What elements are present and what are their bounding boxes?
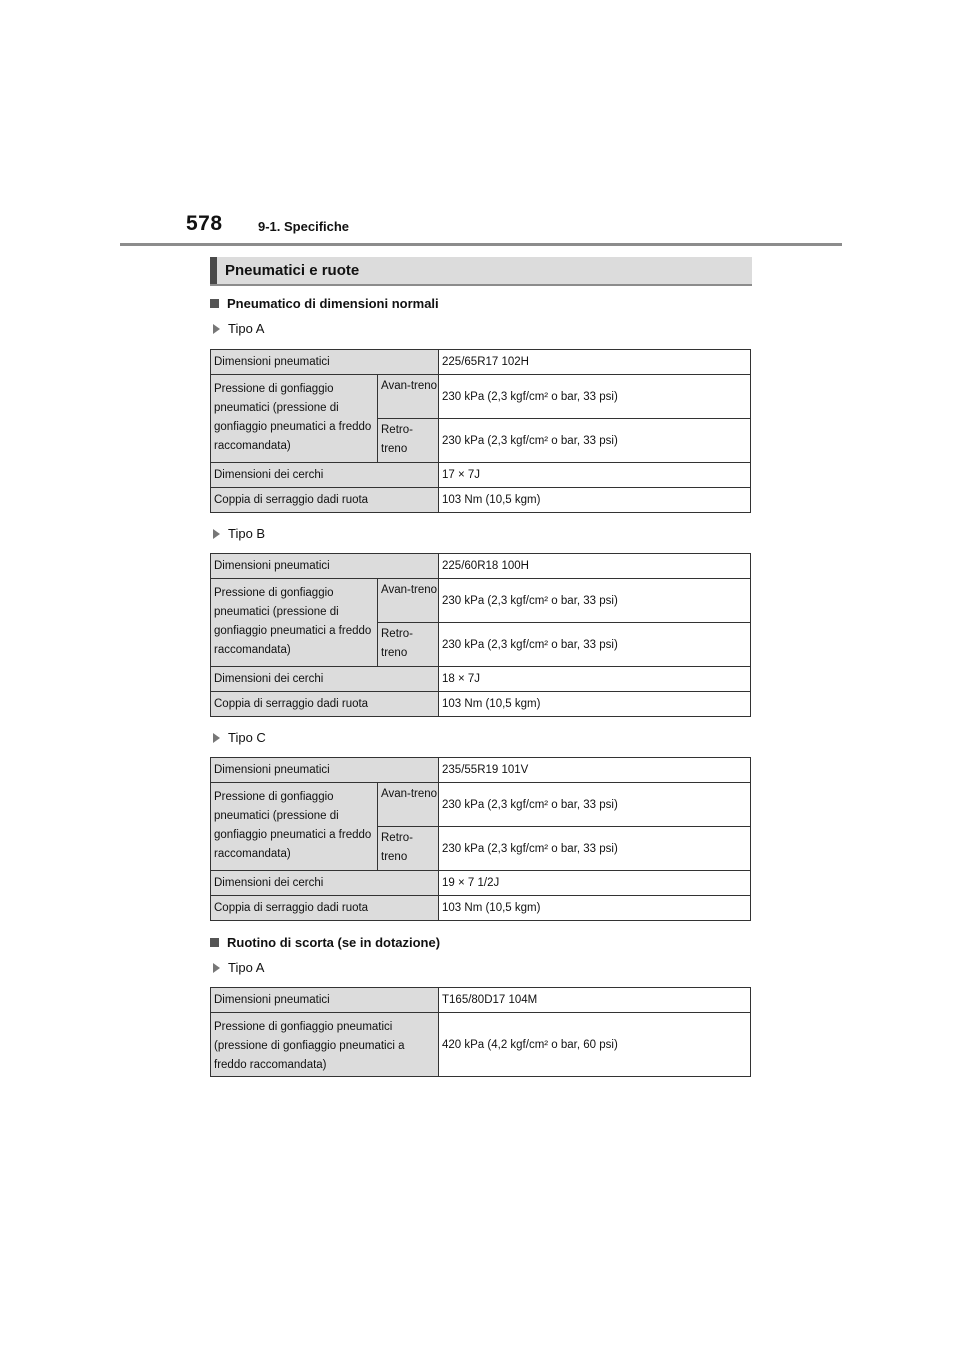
page-number: 578: [186, 212, 223, 235]
table-row: [211, 350, 751, 375]
wheel-size-label: Dimensioni dei cerchi: [211, 667, 439, 692]
pressure-label: Pressione di gonfiaggio pneumatici (pressione di gonfiaggio pneumatici a freddo raccomandata): [211, 579, 378, 667]
table-row: [211, 692, 751, 717]
front-label: Avan-treno: [378, 375, 439, 419]
table-row: [211, 758, 751, 783]
wheel-size-value: 17 × 7J: [439, 463, 751, 488]
square-bullet-icon: [210, 299, 219, 308]
wheel-size-value: 19 × 7 1/2J: [439, 871, 751, 896]
spec-table-type-a: [210, 349, 751, 513]
pressure-value: 420 kPa (4,2 kgf/cm² o bar, 60 psi): [439, 1013, 751, 1077]
triangle-bullet-icon: [213, 529, 220, 539]
front-label: Avan-treno: [378, 783, 439, 827]
torque-value: 103 Nm (10,5 kgm): [439, 896, 751, 921]
banner-accent-bar: [210, 257, 217, 284]
type-heading: [213, 526, 265, 541]
torque-value: 103 Nm (10,5 kgm): [439, 488, 751, 513]
table-row: [211, 554, 751, 579]
triangle-bullet-icon: [213, 733, 220, 743]
wheel-size-value: 18 × 7J: [439, 667, 751, 692]
triangle-bullet-icon: [213, 324, 220, 334]
rear-label: Retro-treno: [378, 623, 439, 667]
front-pressure-value: 230 kPa (2,3 kgf/cm² o bar, 33 psi): [439, 579, 751, 623]
pressure-label: Pressione di gonfiaggio pneumatici (pressione di gonfiaggio pneumatici a freddo raccomandata): [211, 375, 378, 463]
front-pressure-value: 230 kPa (2,3 kgf/cm² o bar, 33 psi): [439, 783, 751, 827]
subsection-heading-spare: [210, 935, 440, 950]
table-row: [211, 667, 751, 692]
rear-pressure-value: 230 kPa (2,3 kgf/cm² o bar, 33 psi): [439, 827, 751, 871]
type-label: Tipo C: [228, 730, 266, 745]
table-row: [211, 783, 751, 827]
tire-size-label: Dimensioni pneumatici: [211, 350, 439, 375]
rear-label: Retro-treno: [378, 827, 439, 871]
rear-pressure-value: 230 kPa (2,3 kgf/cm² o bar, 33 psi): [439, 419, 751, 463]
torque-value: 103 Nm (10,5 kgm): [439, 692, 751, 717]
wheel-size-label: Dimensioni dei cerchi: [211, 463, 439, 488]
table-row: [211, 463, 751, 488]
section-title: Pneumatici e ruote: [225, 262, 360, 279]
tire-size-value: 235/55R19 101V: [439, 758, 751, 783]
type-label: Tipo A: [228, 321, 265, 336]
type-label: Tipo B: [228, 526, 266, 541]
table-row: [211, 896, 751, 921]
header-rule: [120, 243, 842, 246]
type-heading: [213, 730, 266, 745]
tire-size-value: 225/60R18 100H: [439, 554, 751, 579]
pressure-label: Pressione di gonfiaggio pneumatici (pressione di gonfiaggio pneumatici a freddo raccomandata): [211, 1013, 439, 1077]
type-label: Tipo A: [228, 960, 265, 975]
table-row: [211, 988, 751, 1013]
spec-table-type-b: [210, 553, 751, 717]
spec-table-type-c: [210, 757, 751, 921]
type-heading: [213, 321, 264, 336]
chapter-title: 9-1. Specifiche: [258, 219, 350, 234]
table-row: [211, 1013, 751, 1077]
table-row: [211, 375, 751, 419]
torque-label: Coppia di serraggio dadi ruota: [211, 896, 439, 921]
section-banner: [210, 257, 752, 286]
triangle-bullet-icon: [213, 963, 220, 973]
square-bullet-icon: [210, 938, 219, 947]
subsection-heading-text: Ruotino di scorta (se in dotazione): [227, 935, 441, 950]
spec-table-spare-type-a: [210, 987, 751, 1077]
table-row: [211, 579, 751, 623]
table-row: [211, 871, 751, 896]
tire-size-value: T165/80D17 104M: [439, 988, 751, 1013]
tire-size-label: Dimensioni pneumatici: [211, 988, 439, 1013]
torque-label: Coppia di serraggio dadi ruota: [211, 488, 439, 513]
tire-size-label: Dimensioni pneumatici: [211, 554, 439, 579]
tire-size-label: Dimensioni pneumatici: [211, 758, 439, 783]
rear-label: Retro-treno: [378, 419, 439, 463]
subsection-heading-normal: [210, 296, 439, 311]
wheel-size-label: Dimensioni dei cerchi: [211, 871, 439, 896]
front-pressure-value: 230 kPa (2,3 kgf/cm² o bar, 33 psi): [439, 375, 751, 419]
front-label: Avan-treno: [378, 579, 439, 623]
tire-size-value: 225/65R17 102H: [439, 350, 751, 375]
torque-label: Coppia di serraggio dadi ruota: [211, 692, 439, 717]
subsection-heading-text: Pneumatico di dimensioni normali: [227, 296, 439, 311]
rear-pressure-value: 230 kPa (2,3 kgf/cm² o bar, 33 psi): [439, 623, 751, 667]
type-heading: [213, 960, 264, 975]
table-row: [211, 488, 751, 513]
pressure-label: Pressione di gonfiaggio pneumatici (pressione di gonfiaggio pneumatici a freddo raccomandata): [211, 783, 378, 871]
